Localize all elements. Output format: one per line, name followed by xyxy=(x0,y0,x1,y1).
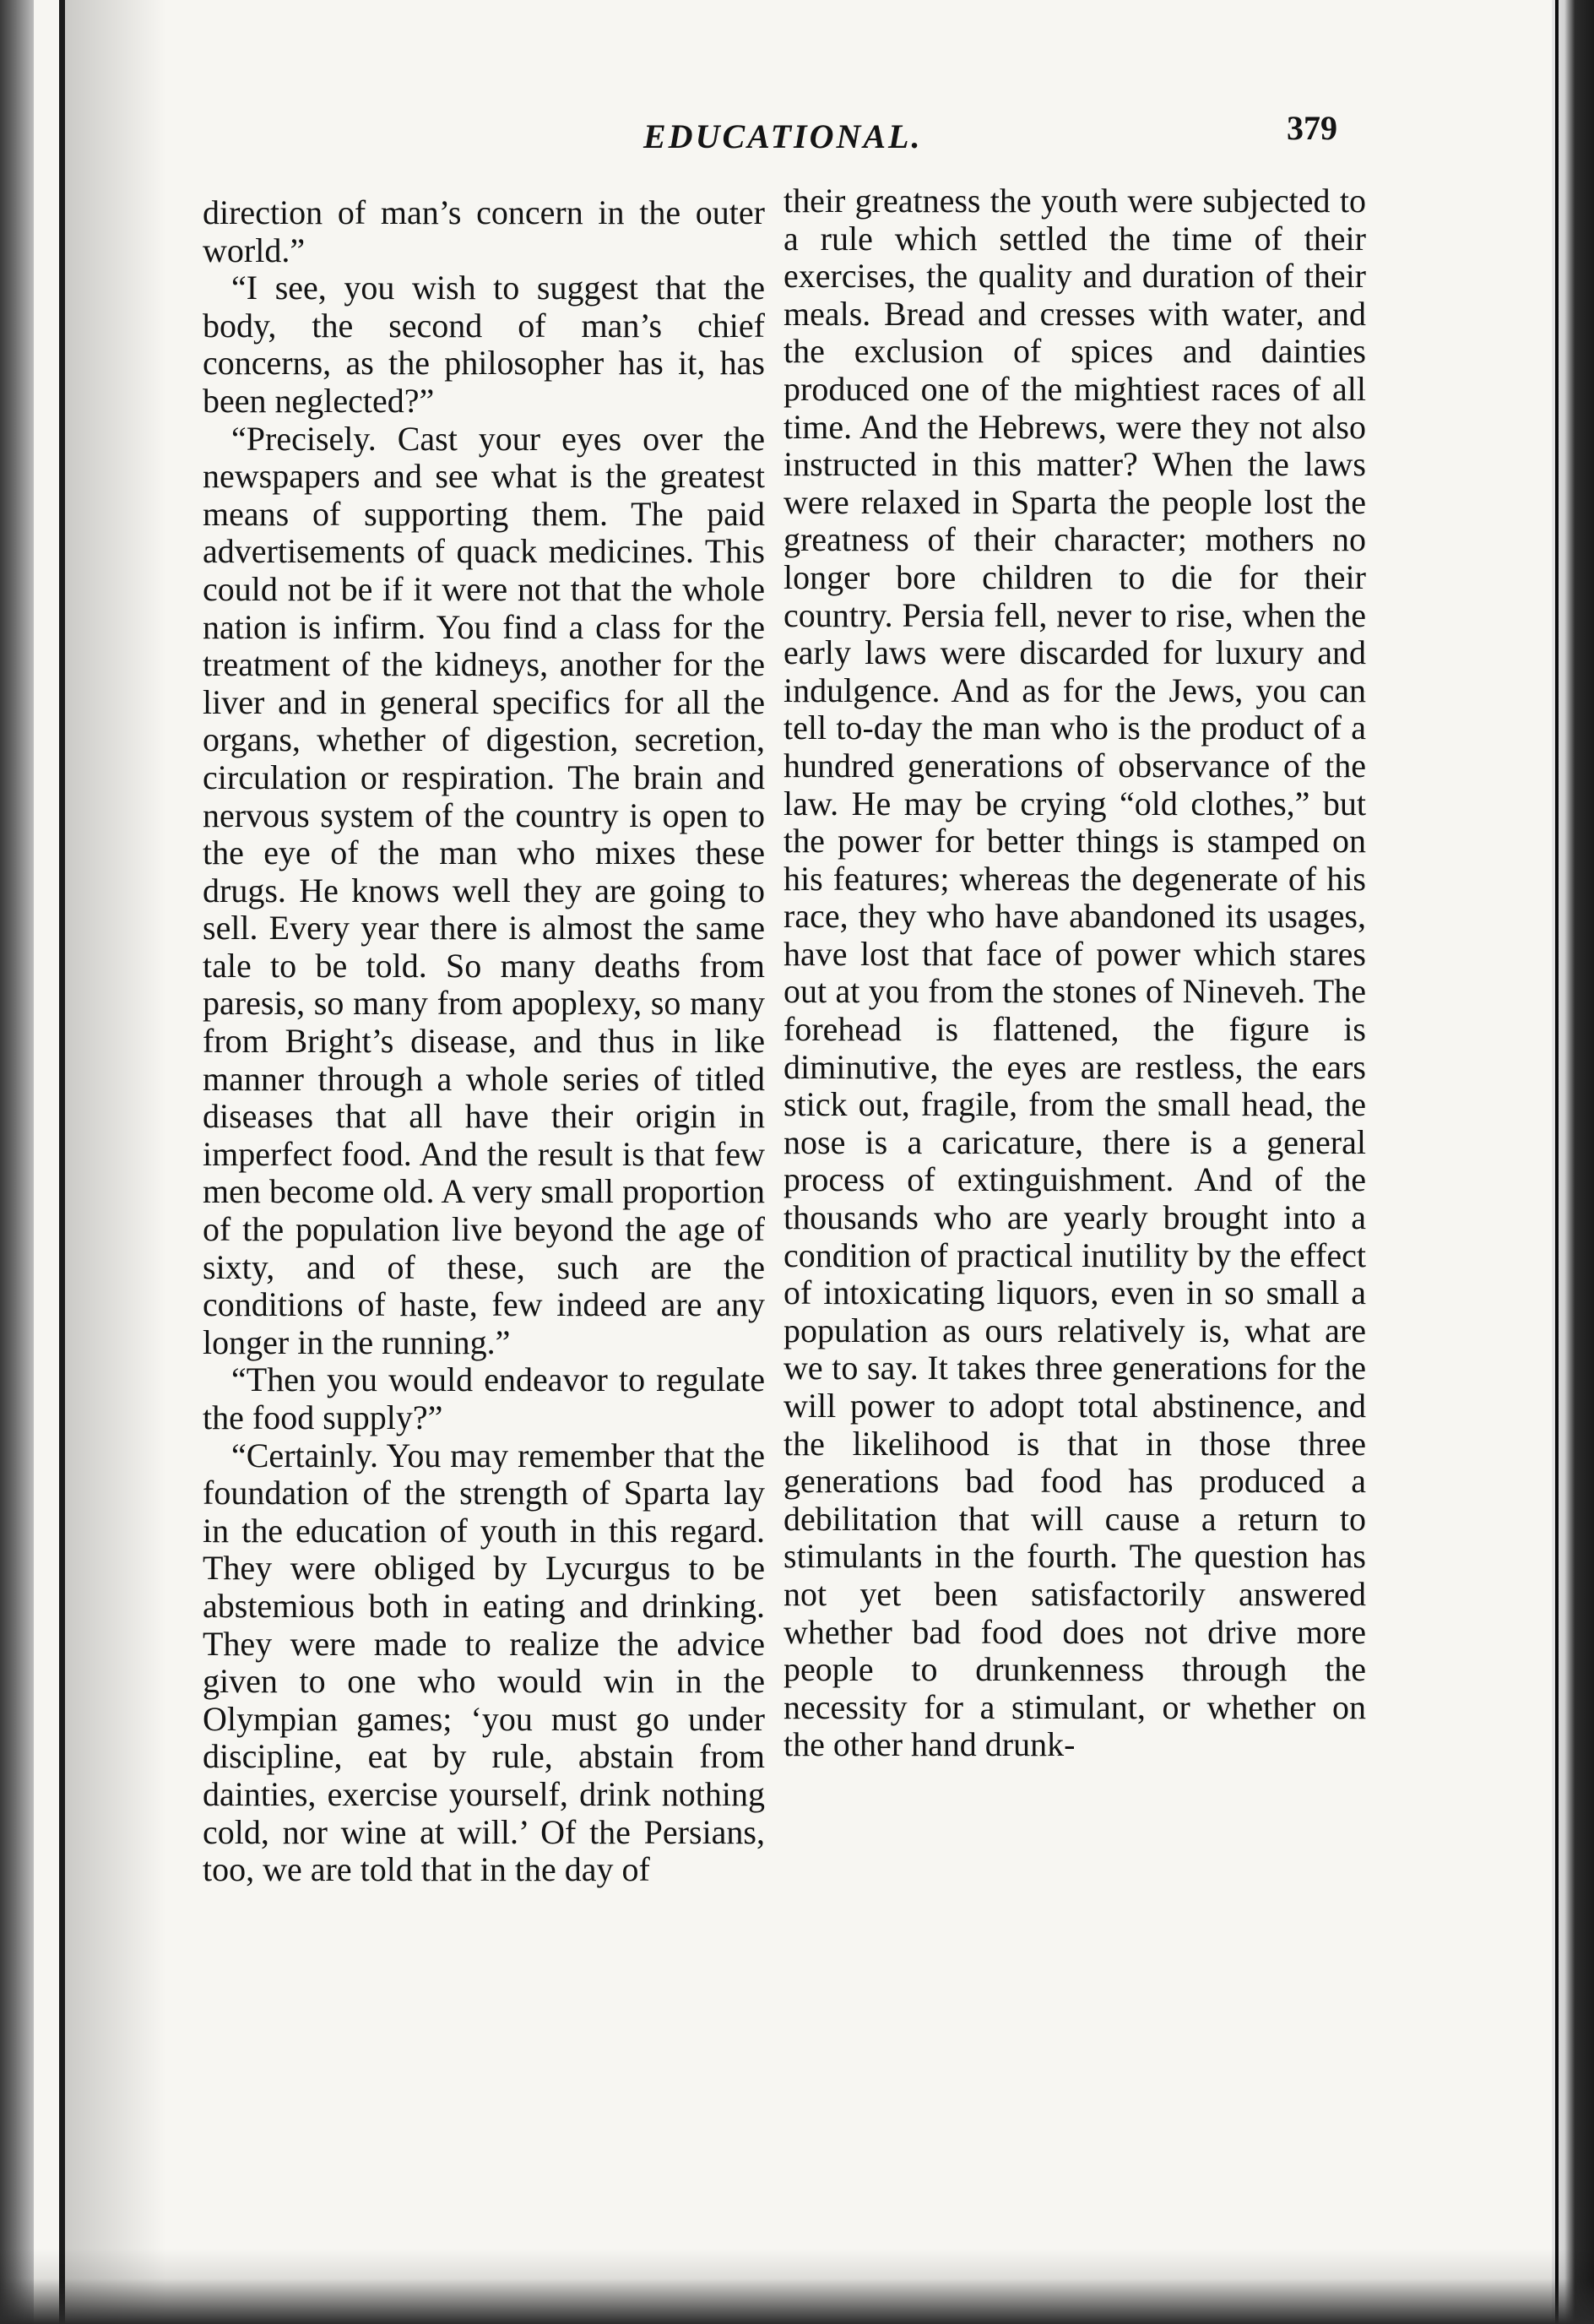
running-head: EDUCATIONAL. xyxy=(643,117,923,155)
paragraph: “Precisely. Cast your eyes over the newspapers and see what is the greatest means of supporting them. The paid advertisements of quack medicines. This could not be if it were not that the whole nation is infirm. You find a class for the treatment of the kidneys, another for the liver and in general specifics for all the organs, whether of digestion, secretion, circulation or respiration. The brain and nervous system of the country is open to the eye of the man who mixes these drugs. He knows well they are going to sell. Every year there is almost the same tale to be told. So many deaths from paresis, so many from apoplexy, so many from Bright’s disease, and thus in like manner through a whole series of titled diseases that all have their origin in imperfect food. And the result is that few men become old. A very small proportion of the population live beyond the age of sixty, and of these, such are the conditions of haste, few indeed are any longer in the running.” xyxy=(203,419,765,1361)
binding-gutter xyxy=(0,0,34,2324)
right-text-column xyxy=(783,182,1366,1764)
page-right-edge-line xyxy=(1555,0,1559,2324)
paragraph: “Certainly. You may remember that the foundation of the strength of Sparta lay in the education of youth in this regard. They were obliged by Lycurgus to be abstemious both in eating and drinking. They were made to realize the advice given to one who would win in the Olympian games; ‘you must go under discipline, eat by rule, abstain from dainties, exercise yourself, drink nothing cold, nor wine at will.’ Of the Persians, too, we are told that in the day of xyxy=(203,1436,765,1889)
paragraph: “I see, you wish to suggest that the body, the second of man’s chief concerns, as the philosopher has it, has been neglected?” xyxy=(203,269,765,420)
gutter-shadow xyxy=(65,0,166,2324)
page-number: 379 xyxy=(1287,109,1337,147)
paragraph: their greatness the youth were subjected to a rule which settled the time of their exercises, the quality and duration of their meals. Bread and cresses with water, and the exclusion of spices and dainties produced one of the mightiest races of all time. And the Hebrews, were they not also instructed in this matter? When the laws were relaxed in Sparta the people lost the greatness of their character; mothers no longer bore children to die for their country. Persia fell, never to rise, when the early laws were discarded for luxury and indulgence. And as for the Jews, you can tell to-day the man who is the product of a hundred generations of observance of the law. He may be crying “old clothes,” but the power for better things is stamped on his features; whereas the degenerate of his race, they who have abandoned its usages, have lost that face of power which stares out at you from the stones of Nineveh. The forehead is flattened, the figure is diminutive, the eyes are restless, the ears stick out, fragile, from the small head, the nose is a caricature, there is a general process of extinguishment. And of the thousands who are yearly brought into a condition of practical inutility by the effect of intoxicating liquors, even in so small a population as ours relatively is, what are we to say. It takes three generations for the will power to adopt total abstinence, and the likelihood is that in those three generations bad food has produced a debilitation that will cause a return to stimulants in the fourth. The question has not yet been satisfactorily answered whether bad food does not drive more people to drunkenness through the necessity for a stimulant, or whether on the other hand drunk- xyxy=(783,182,1366,1764)
paragraph: direction of man’s concern in the outer world.” xyxy=(203,193,765,269)
left-text-column xyxy=(203,194,765,1889)
paragraph: “Then you would endeavor to regulate the food supply?” xyxy=(203,1360,765,1436)
binding-edge-line xyxy=(59,0,65,2324)
page-bottom-edge xyxy=(0,2248,1594,2324)
